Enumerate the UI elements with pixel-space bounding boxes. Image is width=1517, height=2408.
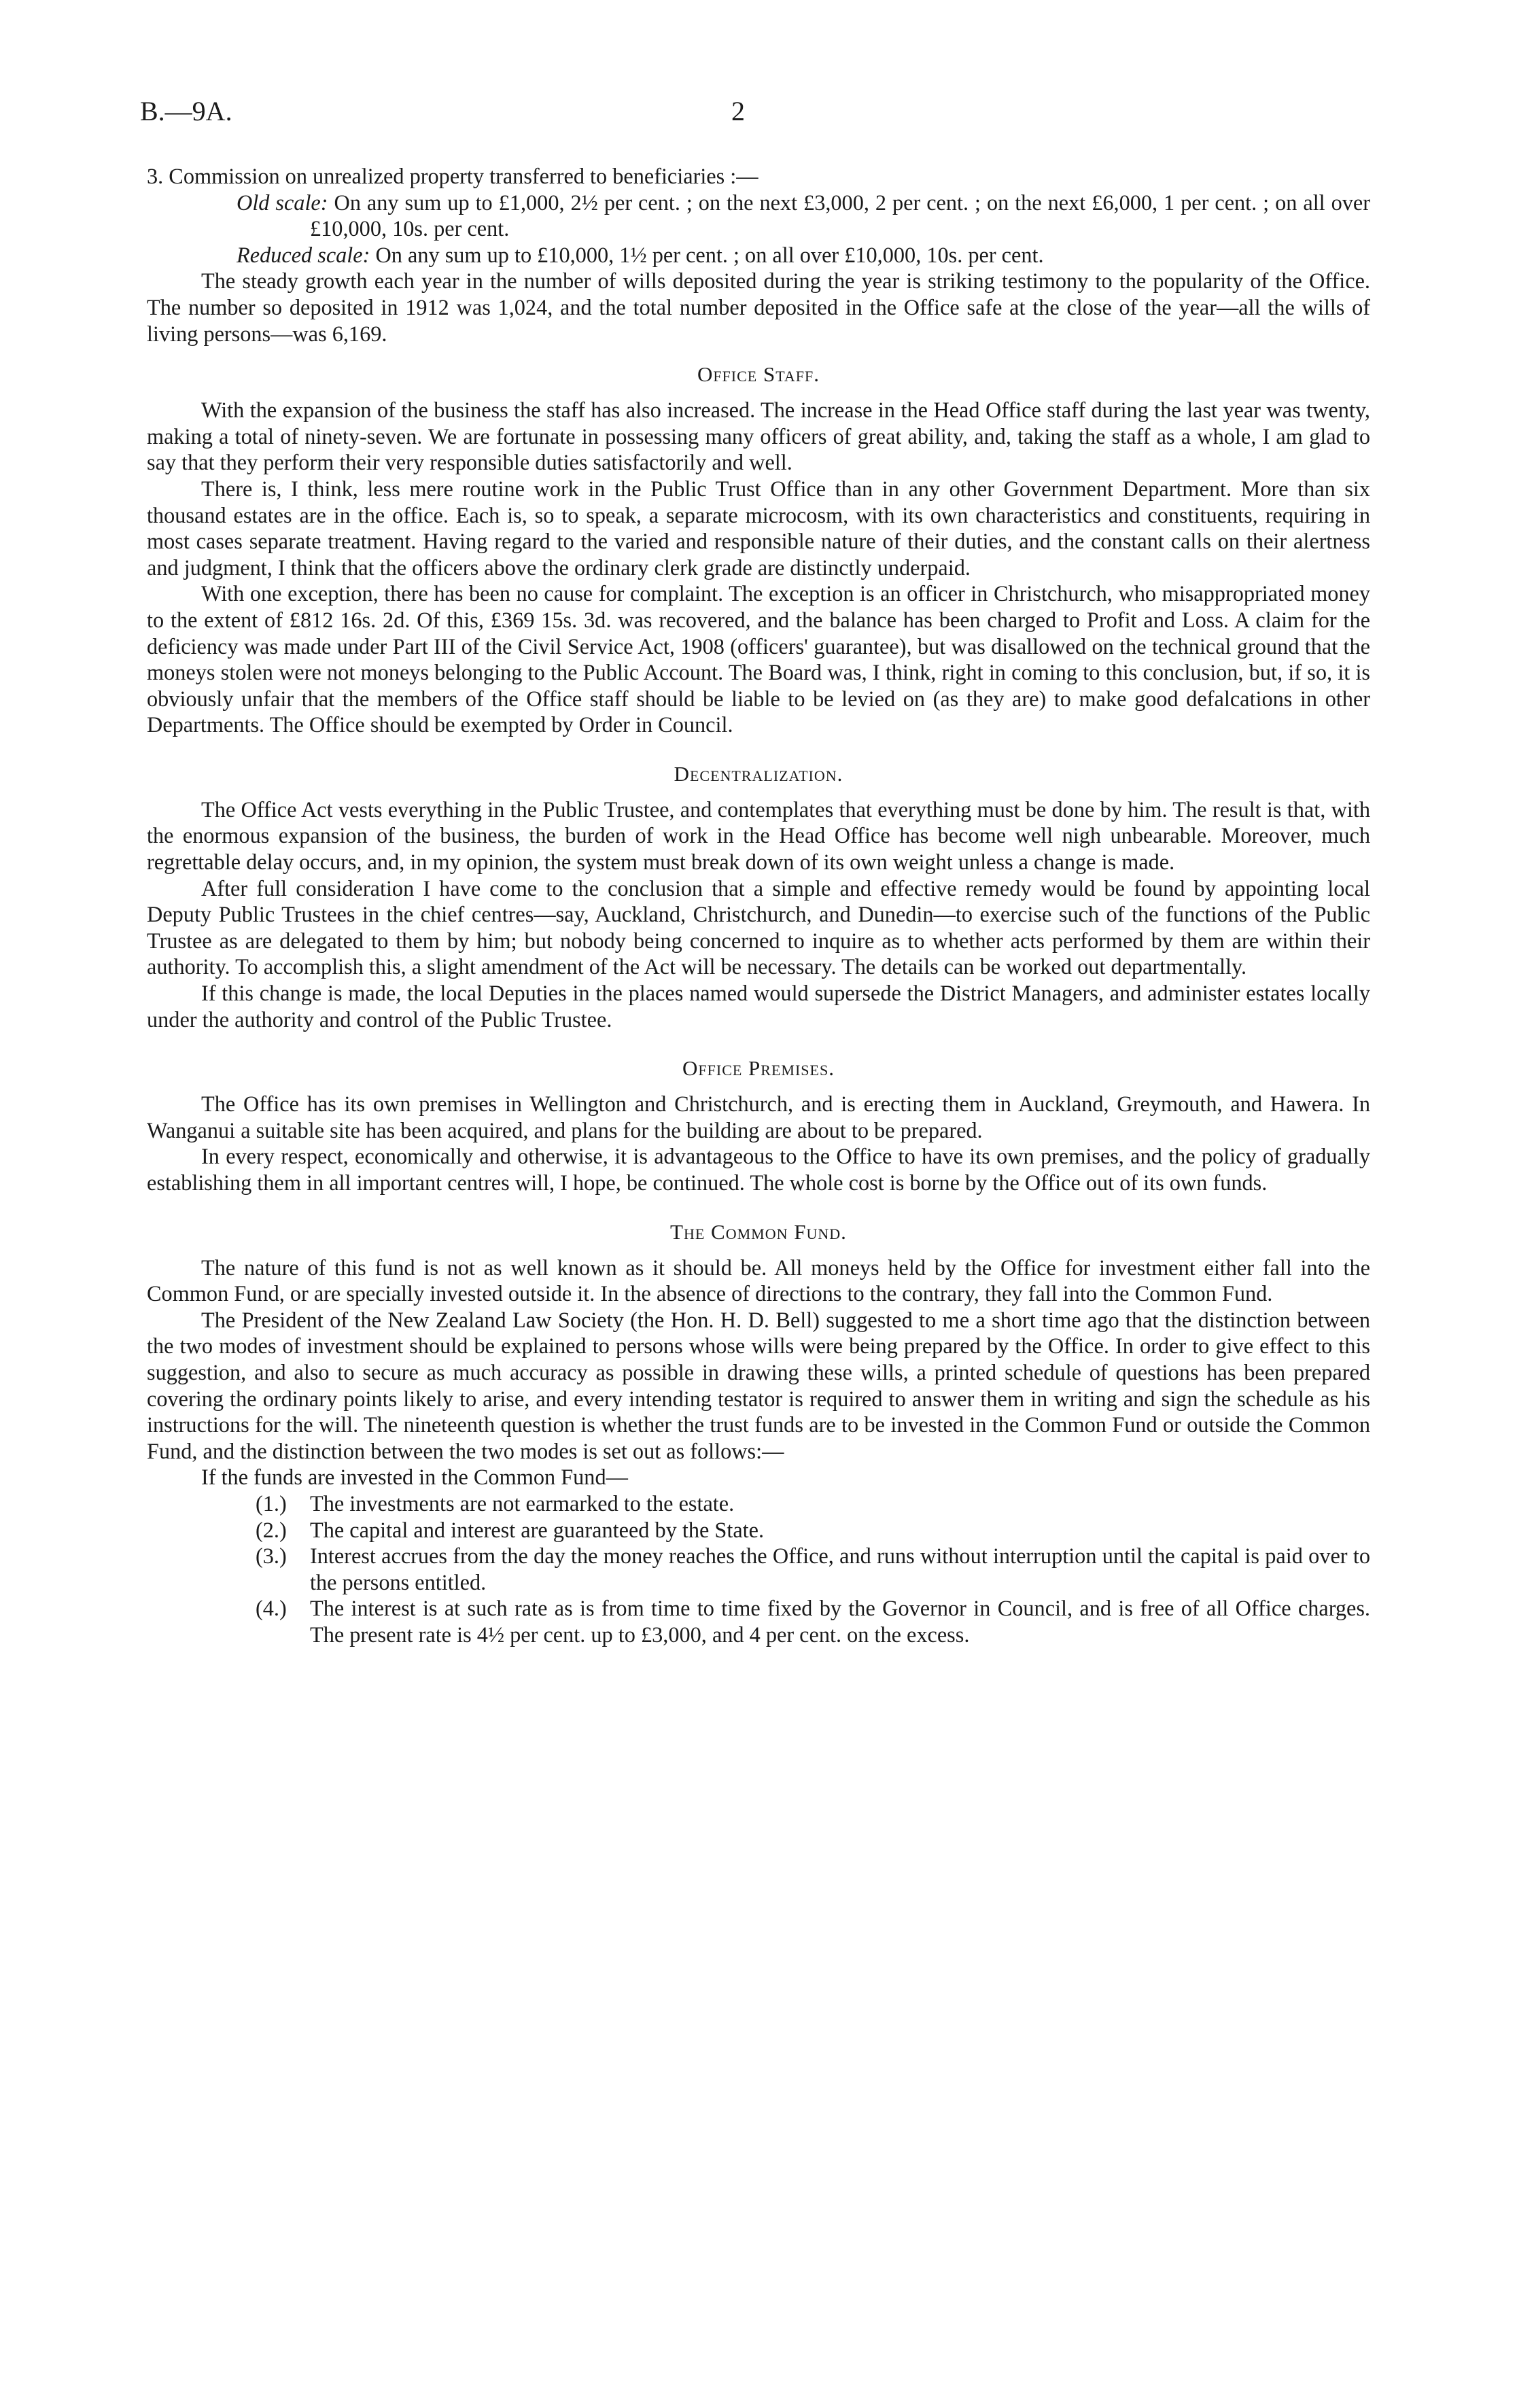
list-item-text: The interest is at such rate as is from time to time fixed by the Governor in Council, and is free of all Office charges. The present rate is 4½ per cent. up to £3,000, and 4 per cent. on the excess. (310, 1596, 1370, 1647)
list-item (256, 1490, 1370, 1517)
decentralization-paragraph: If this change is made, the local Deputies in the places named would supersede the District Managers, and administer estates locally under the authority and control of the Public Trustee. (147, 981, 1370, 1032)
common-fund-paragraph: The President of the New Zealand Law Society (the Hon. H. D. Bell) suggested to me a short time ago that the distinction between the two modes of investment should be explained to persons whose wills were being prepared by the Office. In order to give effect to this suggestion, and also to secure as much accuracy as possible in drawing these wills, a printed schedule of questions has been prepared covering the ordinary points likely to arise, and every intending testator is required to answer them in writing and sign the schedule as his instructions for the will. The nineteenth question is whether the trust funds are to be invested in the Common Fund or outside the Common Fund, and the distinction between the two modes is set out as follows:— (147, 1307, 1370, 1463)
decentralization-heading: Decentralization. (674, 761, 843, 786)
common-fund-list-intro: If the funds are invested in the Common Fund— (201, 1465, 628, 1490)
list-item-text: Interest accrues from the day the money reaches the Office, and runs without interruption until the capital is paid over to the persons entitled. (310, 1543, 1370, 1594)
list-item-number: (2.) (256, 1517, 287, 1542)
office-staff-heading: Office Staff. (697, 362, 820, 387)
list-item-text: The capital and interest are guaranteed by the State. (310, 1517, 765, 1542)
decentralization-paragraph: After full consideration I have come to the conclusion that a simple and effective remedy would be found by appointing local Deputy Public Trustees in the chief centres—say, Auckland, Christchurch, and Dunedin—to exercise such of the functions of the Public Trustee as are delegated to them by him; but nobody being concerned to inquire as to whether acts performed by them are within their authority. To accomplish this, a slight amendment of the Act will be necessary. The details can be worked out departmentally. (147, 875, 1370, 979)
old-scale-label: Old scale: (237, 190, 328, 215)
document-code: B.—9A. (140, 96, 232, 126)
office-staff-paragraph: There is, I think, less mere routine work in the Public Trust Office than in any other Government Department. More than six thousand estates are in the office. Each is, so to speak, a separate microcosm, with its own characteristics and constituents, requiring in most cases separate treatment. Having regard to the varied and responsible nature of their duties, and the constant calls on their alertness and judgment, I think that the officers above the ordinary clerk grade are distinctly underpaid. (147, 476, 1370, 580)
common-fund-paragraph: The nature of this fund is not as well known as it should be. All moneys held by the Office for investment either fall into the Common Fund, or are specially invested outside it. In the absence of directions to the contrary, they fall into the Common Fund. (147, 1255, 1370, 1306)
page-header (140, 95, 1377, 136)
reduced-scale-text: On any sum up to £10,000, 1½ per cent. ; on all over £10,000, 10s. per cent. (375, 242, 1044, 267)
reduced-scale (237, 242, 1370, 268)
office-premises-paragraph: In every respect, economically and otherwise, it is advantageous to the Office to have its own premises, and the policy of gradually establishing them in all important centres will, I hope, be continued. The whole cost is borne by the Office out of its own funds. (147, 1144, 1370, 1195)
office-staff-paragraph: With one exception, there has been no cause for complaint. The exception is an officer in Christchurch, who misappropriated money to the extent of £812 16s. 2d. Of this, £369 15s. 3d. was recovered, and the balance has been charged to Profit and Loss. A claim for the deficiency was made under Part III of the Civil Service Act, 1908 (officers' guarantee), but was disallowed on the technical ground that the moneys stolen were not moneys belonging to the Public Account. The Board was, I think, right in coming to this conclusion, but, if so, it is obviously unfair that the members of the Office staff should be liable to be levied on (as they are) to make good defalcations in other Departments. The Office should be exempted by Order in Council. (147, 581, 1370, 737)
old-scale (237, 190, 1370, 242)
list-item (256, 1543, 1370, 1595)
reduced-scale-label: Reduced scale: (237, 242, 370, 267)
list-item-text: The investments are not earmarked to the estate. (310, 1490, 735, 1516)
list-item-number: (1.) (256, 1490, 287, 1516)
office-staff-paragraph: With the expansion of the business the staff has also increased. The increase in the Head Office staff during the last year was twenty, making a total of ninety-seven. We are fortunate in possessing many officers of great ability, and, taking the staff as a whole, I am glad to say that they perform their very responsible duties satisfactorily and well. (147, 398, 1370, 475)
list-item (256, 1595, 1370, 1647)
page-number: 2 (731, 96, 745, 126)
list-item-number: (3.) (256, 1543, 287, 1569)
list-item (256, 1517, 1370, 1543)
decentralization-paragraph: The Office Act vests everything in the Public Trustee, and contemplates that everything must be done by him. The result is that, with the enormous expansion of the business, the burden of work in the Head Office has become well nigh unbearable. Moreover, much regrettable delay occurs, and, in my opinion, the system must break down of its own weight unless a change is made. (147, 797, 1370, 875)
common-fund-heading: The Common Fund. (670, 1219, 847, 1244)
commission-intro: 3. Commission on unrealized property transferred to beneficiaries :— (147, 164, 758, 188)
office-premises-paragraph: The Office has its own premises in Wellington and Christchurch, and is erecting them in Auckland, Greymouth, and Hawera. In Wanganui a suitable site has been acquired, and plans for the building are about to be prepared. (147, 1092, 1370, 1142)
document-body (147, 163, 1370, 1648)
wills-paragraph: The steady growth each year in the number of wills deposited during the year is striking testimony to the popularity of the Office. The number so deposited in 1912 was 1,024, and the total number deposited in the Office safe at the close of the year—all the wills of living persons—was 6,169. (147, 268, 1370, 346)
old-scale-text: On any sum up to £1,000, 2½ per cent. ; on the next £3,000, 2 per cent. ; on the next £6,000, 1 per cent. ; on all over £10,000, 10s. per cent. (310, 190, 1370, 241)
list-item-number: (4.) (256, 1596, 287, 1621)
office-premises-heading: Office Premises. (682, 1056, 835, 1081)
